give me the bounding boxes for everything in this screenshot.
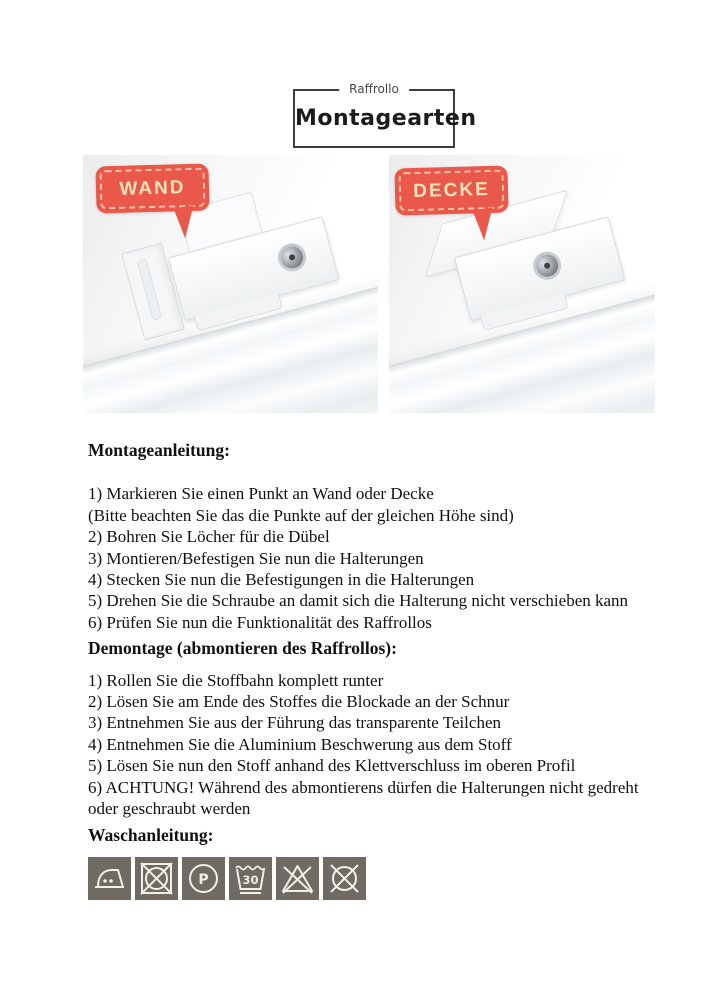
- do-not-bleach-icon: [276, 857, 319, 900]
- ceiling-callout-label: DECKE: [412, 179, 491, 202]
- demontage-step: 4) Entnehmen Sie die Aluminium Beschwerung aus dem Stoff: [88, 734, 512, 754]
- wash-temperature-label: 30: [242, 872, 259, 887]
- montage-step: 4) Stecken Sie nun die Befestigungen in die Halterungen: [88, 570, 475, 590]
- ceiling-callout-bubble: [394, 166, 508, 216]
- demontage-step: 3) Entnehmen Sie aus der Führung das transparente Teilchen: [88, 713, 501, 733]
- demontage-step: 1) Rollen Sie die Stoffbahn komplett runter: [88, 670, 384, 690]
- montage-step: 2) Bohren Sie Löcher für die Dübel: [88, 527, 330, 547]
- montage-step: 3) Montieren/Befestigen Sie nun die Halterungen: [88, 548, 424, 568]
- do-not-dry-clean-icon: [323, 857, 366, 900]
- dry-clean-letter: P: [198, 871, 209, 888]
- wall-mount-photo: [83, 155, 378, 413]
- wash-30-mild-icon: [229, 857, 272, 900]
- care-symbols-row: [88, 857, 648, 900]
- demontage-step: 5) Lösen Sie nun den Stoff anhand des Klettverschluss im oberen Profil: [88, 756, 576, 776]
- montage-step-note: (Bitte beachten Sie das die Punkte auf der gleichen Höhe sind): [88, 505, 514, 525]
- instruction-text-block: [88, 440, 648, 900]
- wasch-heading: Waschanleitung:: [88, 824, 214, 845]
- brand-logo: [293, 82, 477, 148]
- brand-logo-subtitle: Raffrollo: [339, 82, 409, 96]
- demontage-heading: Demontage (abmontieren des Raffrollos):: [88, 638, 397, 659]
- ceiling-mount-photo: [389, 155, 655, 413]
- montage-step: 1) Markieren Sie einen Punkt an Wand oder Decke: [88, 484, 434, 504]
- do-not-tumble-dry-icon: [135, 857, 178, 900]
- wall-callout-label: WAND: [119, 177, 186, 200]
- montage-heading: Montageanleitung:: [88, 440, 230, 460]
- demontage-step: 2) Lösen Sie am Ende des Stoffes die Blockade an der Schnur: [88, 692, 510, 712]
- montage-step: 5) Drehen Sie die Schraube an damit sich die Halterung nicht verschieben kann: [88, 591, 629, 611]
- demontage-step-warning: 6) ACHTUNG! Während des abmontierens dürfen die Halterungen nicht gedreht oder geschraubt werden: [88, 777, 639, 819]
- brand-logo-title: Montagearten: [295, 106, 477, 131]
- iron-icon: [88, 857, 131, 900]
- dry-clean-p-icon: [182, 857, 225, 900]
- wall-plate-slot-graphic: [137, 258, 163, 320]
- montage-step: 6) Prüfen Sie nun die Funktionalität des Raffrollos: [88, 612, 432, 632]
- wall-callout-bubble: [95, 164, 209, 214]
